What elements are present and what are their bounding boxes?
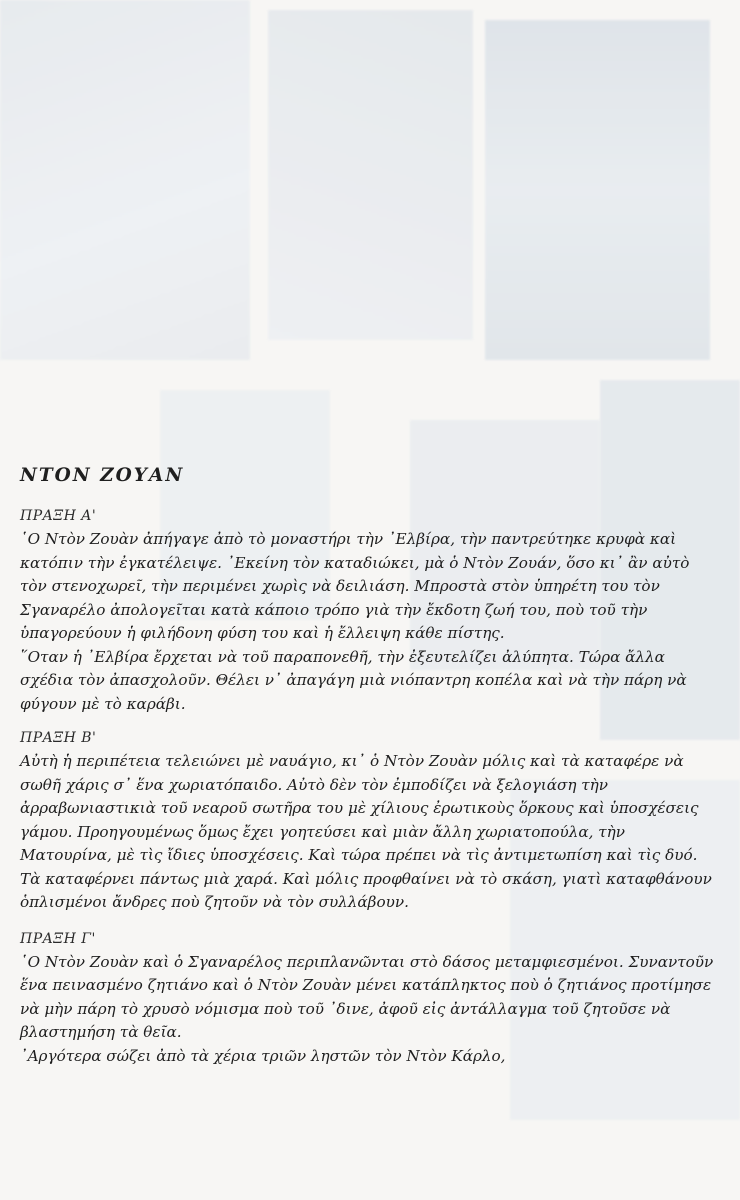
act-paragraph: ῾Ο Ντὸν Ζουὰν καὶ ὁ Σγαναρέλος περιπλανῶνται στὸ δάσος μεταμφιεσμένοι. Συναντοῦν ἕνα πεινασμένο ζητιάνο καὶ ὁ Ντὸν Ζουὰν μένει κατάπληκτος ποὺ ὁ ζητιάνος προτίμησε νὰ μὴν πάρη τὸ χρυσὸ νόμισμα ποὺ τοῦ ᾿δινε, ἀφοῦ εἰς ἀντάλλαγμα τοῦ ζητοῦσε νὰ βλαστημήση τὰ θεῖα. <box>20 952 714 1041</box>
act-paragraph: ᾿Αργότερα σώζει ἀπὸ τὰ χέρια τριῶν ληστῶν τὸν Ντὸν Κάρλο, <box>20 1046 506 1065</box>
show-through-image <box>268 10 473 340</box>
page-title: ΝΤΟΝ ΖΟΥΑΝ <box>20 465 185 486</box>
act-paragraph: Αὐτὴ ἡ περιπέτεια τελειώνει μὲ ναυάγιο, κι᾿ ὁ Ντὸν Ζουὰν μόλις καὶ τὰ καταφέρε νὰ σωθῆ χάρις σ᾿ ἕνα χωριατόπαιδο. Αὐτὸ δὲν τὸν ἐμποδίζει νὰ ξελογιάση τὴν ἀρραβωνιαστικιὰ τοῦ νεαροῦ σωτῆρα του μὲ χίλιους ἐρωτικοὺς ὅρκους καὶ ὑποσχέσεις γάμου. Προηγουμένως ὅμως ἔχει γοητεύσει καὶ μιὰν ἄλλη χωριατοπούλα, τὴν Ματουρίνα, μὲ τὶς ἴδιες ὑποσχέσεις. Καὶ τώρα πρέπει νὰ τὶς ἀντιμετωπίση καὶ τὶς δυό. Τὰ καταφέρνει πάντως μιὰ χαρά. Καὶ μόλις προφθαίνει νὰ τὸ σκάση, γιατὶ καταφθάνουν ὁπλισμένοι ἄνδρες ποὺ ζητοῦν νὰ τὸν συλλάβουν. <box>20 752 712 911</box>
act-heading: ΠΡΑΞΗ Γ' <box>20 930 96 947</box>
act-section <box>20 508 720 716</box>
act-section <box>20 730 720 915</box>
act-heading: ΠΡΑΞΗ Β' <box>20 730 97 746</box>
show-through-image <box>485 20 710 360</box>
act-heading: ΠΡΑΞΗ Α' <box>20 508 97 524</box>
act-section <box>20 931 720 1069</box>
act-paragraph: ῾Ο Ντὸν Ζουὰν ἀπήγαγε ἀπὸ τὸ μοναστήρι τὴν ᾿Ελβίρα, τὴν παντρεύτηκε κρυφὰ καὶ κατόπιν τὴν ἐγκατέλειψε. ᾿Εκείνη τὸν καταδιώκει, μὰ ὁ Ντὸν Ζουάν, ὅσο κι᾿ ἂν αὐτὸ τὸν στενοχωρεῖ, τὴν περιμένει χωρὶς νὰ δειλιάση. Μπροστὰ στὸν ὑπηρέτη του τὸν Σγαναρέλο ἀπολογεῖται κατὰ κάποιο τρόπο γιὰ τὴν ἔκδοτη ζωή του, ποὺ τοῦ τὴν ὑπαγορεύουν ἡ φιλήδονη φύση του καὶ ἡ ἔλλειψη κάθε πίστης. <box>20 530 690 642</box>
page-content <box>20 465 720 1082</box>
show-through-image <box>0 0 250 360</box>
act-paragraph: ῞Οταν ἡ ᾿Ελβίρα ἔρχεται νὰ τοῦ παραπονεθῆ, τὴν ἐξευτελίζει ἀλύπητα. Τώρα ἄλλα σχέδια τὸν ἀπασχολοῦν. Θέλει ν᾿ ἀπαγάγη μιὰ νιόπαντρη κοπέλα καὶ νὰ τὴν πάρη νὰ φύγουν μὲ τὸ καράβι. <box>20 647 687 713</box>
